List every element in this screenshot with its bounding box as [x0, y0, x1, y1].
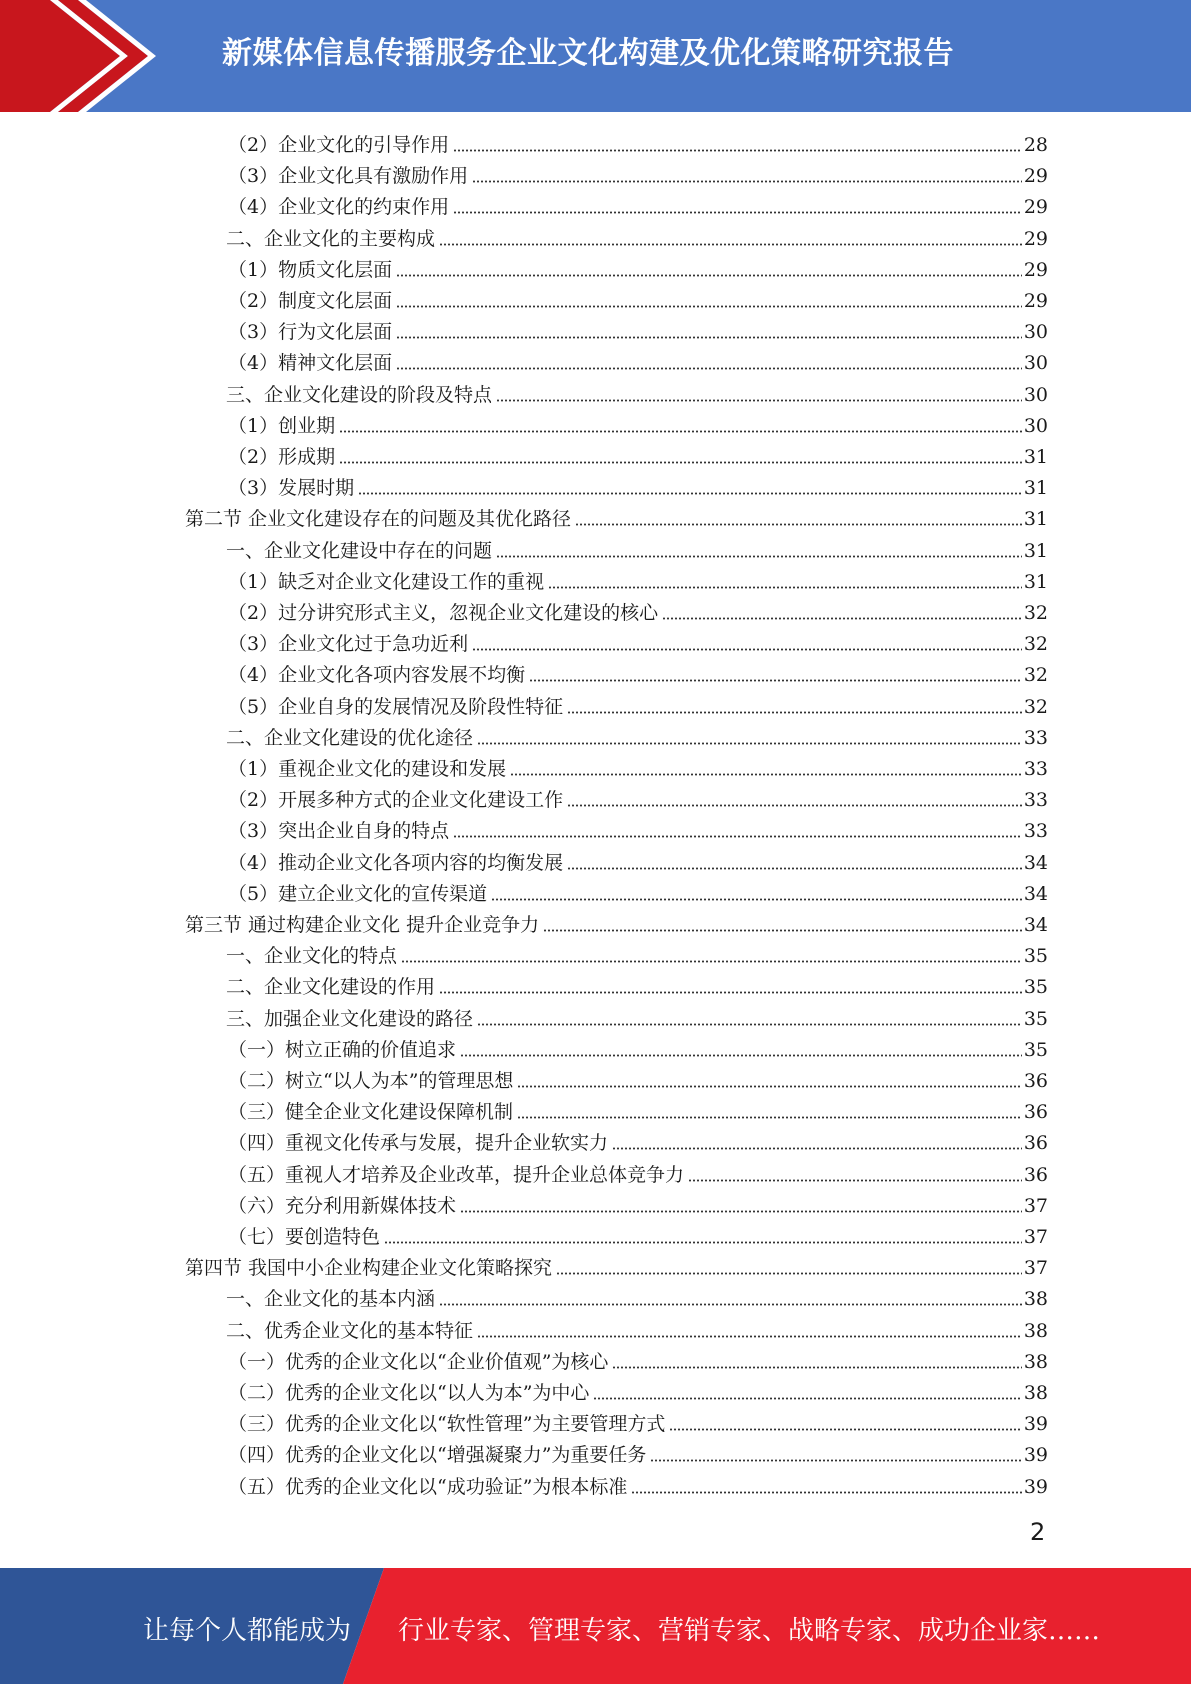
- toc-leader-dots: [453, 835, 1022, 838]
- toc-entry-label: （5）建立企业文化的宣传渠道: [228, 882, 488, 905]
- toc-entry-page: 34: [1023, 851, 1048, 874]
- toc-entry[interactable]: [228, 1032, 1048, 1062]
- toc-leader-dots: [567, 711, 1022, 714]
- toc-entry-label: （四）重视文化传承与发展，提升企业软实力: [228, 1132, 609, 1155]
- toc-leader-dots: [529, 679, 1022, 682]
- toc-leader-dots: [567, 867, 1022, 870]
- toc-leader-dots: [612, 1366, 1021, 1369]
- toc-leader-dots: [517, 1116, 1022, 1119]
- toc-leader-dots: [517, 1085, 1021, 1088]
- toc-entry-label: （3）企业文化具有激励作用: [228, 165, 469, 188]
- toc-entry-label: （3）发展时期: [228, 477, 355, 500]
- toc-leader-dots: [396, 367, 1022, 370]
- toc-entry-page: 35: [1023, 945, 1048, 968]
- toc-entry-label: （1）创业期: [228, 414, 336, 437]
- toc-leader-dots: [339, 461, 1022, 464]
- toc-entry-label: （3）行为文化层面: [228, 321, 393, 344]
- toc-entry[interactable]: [226, 221, 1048, 251]
- toc-entry[interactable]: [228, 283, 1048, 313]
- toc-entry[interactable]: [228, 1188, 1048, 1218]
- toc-entry-label: （六）充分利用新媒体技术: [228, 1194, 457, 1217]
- toc-leader-dots: [339, 430, 1022, 433]
- toc-entry-page: 31: [1023, 446, 1048, 468]
- toc-leader-dots: [460, 1210, 1022, 1213]
- toc-entry-label: （4）推动企业文化各项内容的均衡发展: [228, 851, 564, 874]
- toc-entry-label: （2）企业文化的引导作用: [228, 134, 450, 156]
- toc-entry[interactable]: [228, 1375, 1048, 1405]
- toc-leader-dots: [439, 243, 1022, 246]
- toc-entry-page: 30: [1023, 383, 1048, 406]
- toc-leader-dots: [631, 1491, 1021, 1494]
- toc-entry-page: 33: [1023, 758, 1048, 780]
- toc-entry-label: （1）缺乏对企业文化建设工作的重视: [228, 570, 545, 593]
- toc-entry-page: 39: [1023, 1475, 1048, 1498]
- toc-leader-dots: [472, 180, 1022, 183]
- toc-entry[interactable]: [226, 377, 1048, 407]
- toc-entry-label: （三）优秀的企业文化以“软性管理”为主要管理方式: [228, 1413, 666, 1436]
- toc-entry[interactable]: [226, 720, 1048, 750]
- toc-entry[interactable]: [228, 158, 1048, 188]
- toc-entry-label: （4）精神文化层面: [228, 352, 393, 375]
- toc-leader-dots: [688, 1179, 1022, 1182]
- toc-entry-page: 35: [1023, 976, 1048, 999]
- toc-entry-page: 31: [1023, 539, 1048, 562]
- toc-entry-page: 37: [1023, 1226, 1048, 1248]
- toc-entry[interactable]: [228, 1219, 1048, 1249]
- toc-entry[interactable]: [226, 533, 1048, 563]
- toc-entry-page: 39: [1023, 1444, 1048, 1467]
- toc-leader-dots: [669, 1428, 1021, 1431]
- toc-leader-dots: [496, 399, 1022, 402]
- toc-entry-page: 31: [1023, 477, 1048, 500]
- page-footer: [0, 1568, 1191, 1684]
- toc-entry-page: 32: [1023, 664, 1048, 687]
- toc-entry-label: 二、优秀企业文化的基本特征: [226, 1319, 474, 1342]
- toc-leader-dots: [543, 929, 1022, 932]
- toc-entry[interactable]: [228, 782, 1048, 812]
- toc-entry-page: 30: [1023, 321, 1048, 344]
- toc-leader-dots: [662, 617, 1022, 620]
- toc-entry-label: 三、加强企业文化建设的路径: [226, 1007, 474, 1030]
- toc-leader-dots: [548, 586, 1022, 589]
- toc-entry-page: 35: [1023, 1038, 1048, 1061]
- toc-leader-dots: [396, 336, 1022, 339]
- toc-entry[interactable]: [228, 1469, 1048, 1499]
- page-header: [0, 0, 1191, 112]
- toc-entry-label: （二）树立“以人为本”的管理思想: [228, 1070, 514, 1092]
- toc-entry-page: 37: [1023, 1194, 1048, 1217]
- toc-entry[interactable]: [226, 969, 1048, 999]
- toc-entry-label: （五）重视人才培养及企业改革，提升企业总体竞争力: [228, 1163, 685, 1186]
- toc-entry-page: 29: [1023, 290, 1048, 312]
- toc-entry-label: （2）形成期: [228, 446, 336, 468]
- toc-entry[interactable]: [228, 252, 1048, 282]
- toc-entry-page: 31: [1023, 508, 1048, 531]
- toc-entry-page: 29: [1023, 165, 1048, 188]
- toc-entry-label: （3）突出企业自身的特点: [228, 820, 450, 843]
- toc-entry-page: 33: [1023, 820, 1048, 843]
- toc-entry-label: （四）优秀的企业文化以“增强凝聚力”为重要任务: [228, 1444, 647, 1467]
- toc-entry-page: 38: [1023, 1382, 1048, 1404]
- toc-leader-dots: [396, 305, 1022, 308]
- toc-entry-label: 二、企业文化建设的作用: [226, 976, 436, 999]
- toc-entry[interactable]: [228, 439, 1048, 469]
- toc-entry[interactable]: [228, 1406, 1048, 1436]
- toc-entry[interactable]: [228, 657, 1048, 687]
- footer-slogan-left: 让每个人都能成为: [143, 1616, 352, 1646]
- toc-leader-dots: [612, 1147, 1022, 1150]
- toc-leader-dots: [439, 1303, 1022, 1306]
- toc-leader-dots: [472, 648, 1022, 651]
- toc-entry-page: 30: [1023, 414, 1048, 437]
- toc-entry-page: 36: [1023, 1132, 1048, 1155]
- toc-entry-label: （1）重视企业文化的建设和发展: [228, 758, 507, 780]
- toc-leader-dots: [510, 773, 1022, 776]
- toc-entry[interactable]: [185, 907, 1048, 937]
- toc-leader-dots: [650, 1459, 1021, 1462]
- toc-entry[interactable]: [228, 876, 1048, 906]
- toc-entry-page: 32: [1023, 633, 1048, 656]
- toc-entry[interactable]: [185, 501, 1048, 531]
- toc-entry-label: （七）要创造特色: [228, 1226, 381, 1248]
- toc-entry-label: （五）优秀的企业文化以“成功验证”为根本标准: [228, 1475, 628, 1498]
- toc-leader-dots: [453, 149, 1022, 152]
- toc-entry-label: （4）企业文化各项内容发展不均衡: [228, 664, 526, 687]
- toc-entry[interactable]: [228, 689, 1048, 719]
- toc-entry-page: 39: [1023, 1413, 1048, 1436]
- toc-entry[interactable]: [228, 626, 1048, 656]
- toc-entry[interactable]: [226, 938, 1048, 968]
- toc-entry-label: （一）树立正确的价值追求: [228, 1038, 457, 1061]
- toc-entry[interactable]: [228, 1344, 1048, 1374]
- toc-entry-page: 32: [1023, 602, 1048, 624]
- toc-entry[interactable]: [228, 1125, 1048, 1155]
- toc-entry-label: 二、企业文化的主要构成: [226, 227, 436, 250]
- toc-entry-label: （5）企业自身的发展情况及阶段性特征: [228, 695, 564, 718]
- toc-entry-label: 第二节 企业文化建设存在的问题及其优化路径: [185, 508, 572, 531]
- toc-leader-dots: [477, 742, 1022, 745]
- toc-entry-label: （3）企业文化过于急功近利: [228, 633, 469, 656]
- toc-entry-page: 30: [1023, 352, 1048, 375]
- toc-entry-page: 36: [1023, 1163, 1048, 1186]
- toc-entry-page: 28: [1023, 134, 1048, 156]
- toc-entry[interactable]: [226, 1001, 1048, 1031]
- toc-leader-dots: [496, 555, 1022, 558]
- toc-leader-dots: [401, 960, 1022, 963]
- footer-slogan-right: 行业专家、管理专家、营销专家、战略专家、成功企业家……: [398, 1616, 1101, 1646]
- toc-entry[interactable]: [228, 564, 1048, 594]
- toc-entry-page: 38: [1023, 1319, 1048, 1342]
- toc-entry-page: 29: [1023, 227, 1048, 250]
- toc-entry-page: 34: [1023, 914, 1048, 936]
- toc-entry-page: 37: [1023, 1257, 1048, 1280]
- toc-entry-label: （2）制度文化层面: [228, 290, 393, 312]
- toc-entry[interactable]: [228, 408, 1048, 438]
- toc-entry-label: 三、企业文化建设的阶段及特点: [226, 383, 493, 406]
- toc-entry-page: 31: [1023, 570, 1048, 593]
- toc-entry[interactable]: [226, 1313, 1048, 1343]
- toc-entry[interactable]: [228, 845, 1048, 875]
- toc-entry[interactable]: [228, 1437, 1048, 1467]
- toc-entry[interactable]: [185, 1250, 1048, 1280]
- toc-leader-dots: [593, 1397, 1021, 1400]
- toc-entry-label: （2）开展多种方式的企业文化建设工作: [228, 789, 564, 812]
- toc-leader-dots: [453, 211, 1022, 214]
- document-title: 新媒体信息传播服务企业文化构建及优化策略研究报告: [222, 36, 954, 71]
- toc-leader-dots: [575, 523, 1022, 526]
- toc-entry-page: 33: [1023, 789, 1048, 812]
- toc-entry[interactable]: [228, 813, 1048, 843]
- toc-entry[interactable]: [228, 470, 1048, 500]
- toc-entry[interactable]: [228, 595, 1048, 625]
- toc-entry-label: 一、企业文化的基本内涵: [226, 1288, 436, 1311]
- toc-entry[interactable]: [228, 1157, 1048, 1187]
- toc-entry[interactable]: [228, 751, 1048, 781]
- toc-entry-page: 35: [1023, 1007, 1048, 1030]
- toc-entry-label: （二）优秀的企业文化以“以人为本”为中心: [228, 1382, 590, 1404]
- toc-entry-label: 第四节 我国中小企业构建企业文化策略探究: [185, 1257, 553, 1280]
- toc-entry[interactable]: [226, 1281, 1048, 1311]
- toc-leader-dots: [567, 804, 1022, 807]
- toc-leader-dots: [358, 492, 1022, 495]
- toc-entry-page: 33: [1023, 726, 1048, 749]
- toc-entry-label: （一）优秀的企业文化以“企业价值观”为核心: [228, 1350, 609, 1373]
- toc-entry-page: 32: [1023, 695, 1048, 718]
- toc-entry-page: 38: [1023, 1350, 1048, 1373]
- toc-entry[interactable]: [228, 345, 1048, 375]
- toc-leader-dots: [491, 898, 1022, 901]
- toc-entry[interactable]: [228, 127, 1048, 157]
- toc-leader-dots: [556, 1272, 1022, 1275]
- toc-entry-page: 36: [1023, 1070, 1048, 1092]
- toc-entry[interactable]: [228, 1094, 1048, 1124]
- toc-entry-page: 29: [1023, 258, 1048, 281]
- toc-entry-label: （1）物质文化层面: [228, 258, 393, 281]
- toc-leader-dots: [460, 1054, 1022, 1057]
- toc-entry[interactable]: [228, 314, 1048, 344]
- toc-leader-dots: [477, 1023, 1022, 1026]
- toc-entry-label: 一、企业文化建设中存在的问题: [226, 539, 493, 562]
- toc-entry-page: 29: [1023, 196, 1048, 219]
- toc-leader-dots: [384, 1241, 1022, 1244]
- toc-entry-page: 36: [1023, 1101, 1048, 1124]
- toc-entry-label: （2）过分讲究形式主义，忽视企业文化建设的核心: [228, 602, 659, 624]
- toc-entry-label: （三）健全企业文化建设保障机制: [228, 1101, 514, 1124]
- toc-entry[interactable]: [228, 189, 1048, 219]
- toc-entry-label: 第三节 通过构建企业文化 提升企业竞争力: [185, 914, 540, 936]
- page-number: 2: [1030, 1518, 1046, 1546]
- toc-leader-dots: [439, 991, 1022, 994]
- toc-entry-page: 38: [1023, 1288, 1048, 1311]
- toc-entry-label: （4）企业文化的约束作用: [228, 196, 450, 219]
- toc-entry-label: 一、企业文化的特点: [226, 945, 398, 968]
- toc-leader-dots: [396, 274, 1022, 277]
- toc-entry-label: 二、企业文化建设的优化途径: [226, 726, 474, 749]
- toc-entry-page: 34: [1023, 882, 1048, 905]
- toc-leader-dots: [477, 1335, 1022, 1338]
- toc-entry[interactable]: [228, 1063, 1048, 1093]
